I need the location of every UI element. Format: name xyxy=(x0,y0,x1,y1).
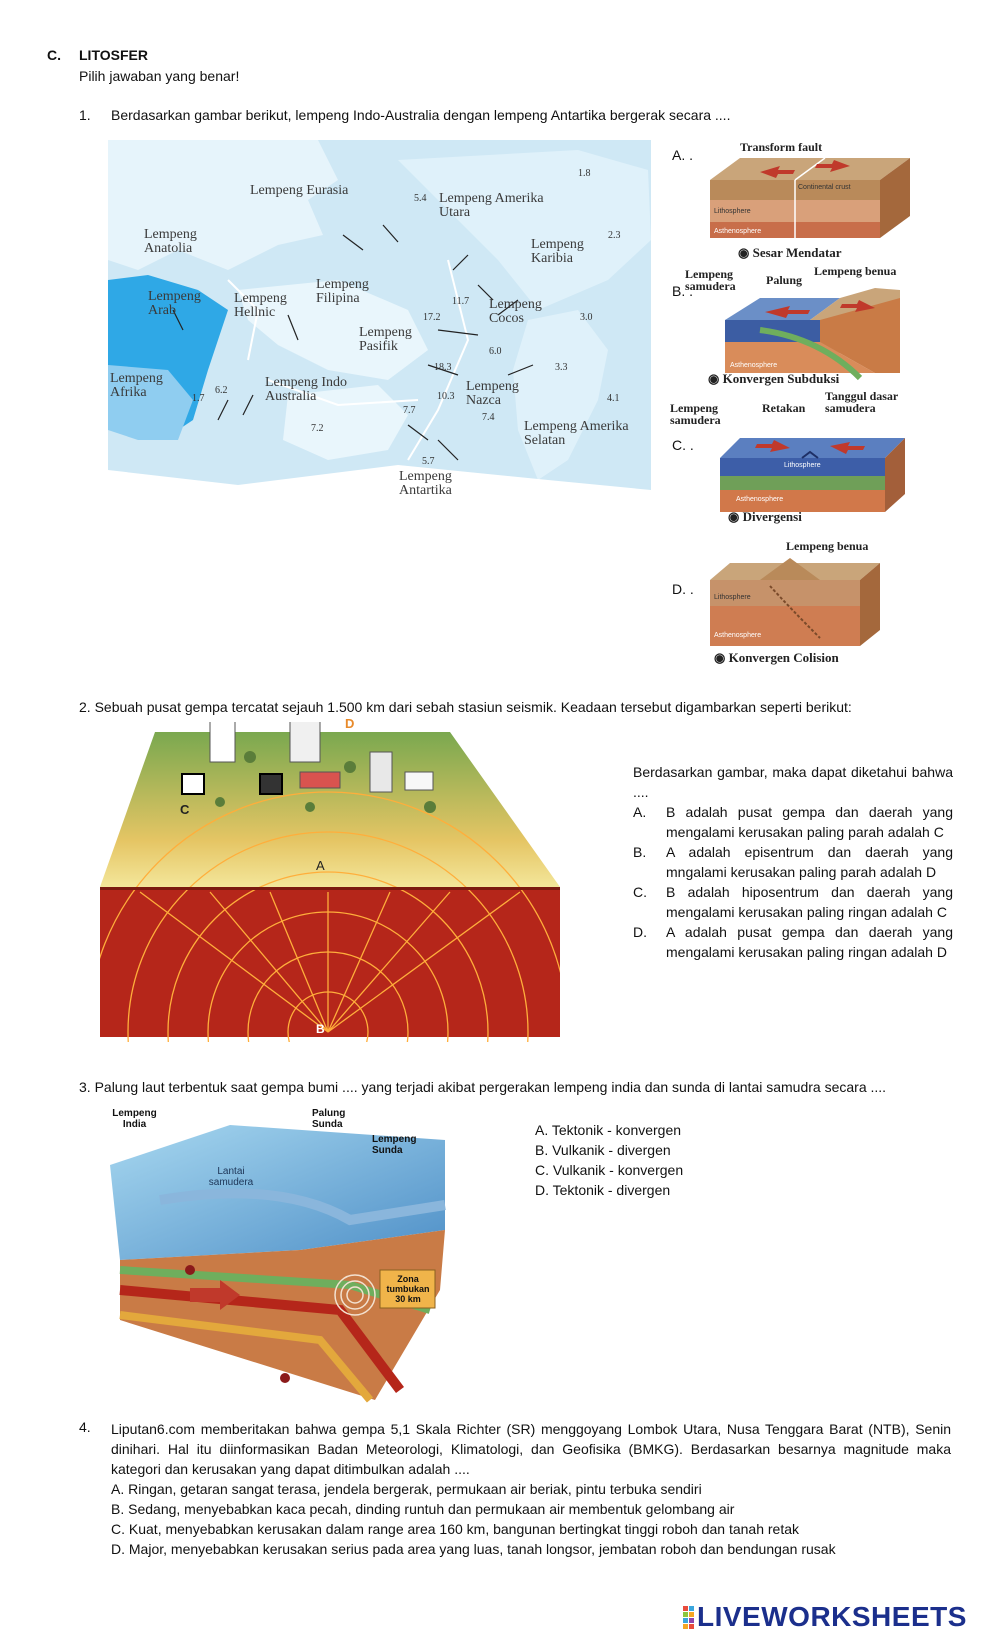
map-label-amerika-selatan: Lempeng Amerika Selatan xyxy=(524,419,629,448)
map-num: 7.4 xyxy=(482,412,495,423)
asthenosphere-label: Asthenosphere xyxy=(730,362,778,369)
map-label-nazca: Lempeng Nazca xyxy=(466,379,519,408)
lithosphere-label: Lithosphere xyxy=(714,208,751,215)
q1-option-c-label[interactable]: C. . xyxy=(672,437,694,453)
map-num: 4.1 xyxy=(607,393,620,404)
map-num: 1.8 xyxy=(578,168,591,179)
label-b: B xyxy=(316,1022,325,1036)
q1-text: Berdasarkan gambar berikut, lempeng Indo-Australia dengan lempeng Antartika bergerak secara .... xyxy=(111,107,731,123)
liveworksheets-logo-icon xyxy=(683,1606,695,1630)
map-label-eurasia: Lempeng Eurasia xyxy=(250,183,349,198)
label-lempeng-india: Lempeng India xyxy=(112,1108,157,1130)
trench-diagram xyxy=(100,1110,460,1405)
lempeng-samudera-label: Lempeng samudera xyxy=(685,267,736,293)
q2-options xyxy=(633,762,953,962)
q2-option-b[interactable]: B. A adalah episentrum dan daerah yang mngalami kerusakan paling parah adalah D xyxy=(633,844,953,880)
liveworksheets-logo: LIVEWORKSHEETS xyxy=(697,1601,967,1632)
map-label-filipina: Lempeng Filipina xyxy=(316,277,369,306)
q1-option-c-diagram xyxy=(670,389,950,530)
label-c: C xyxy=(180,802,190,817)
map-label-indo-australia: Lempeng Indo Australia xyxy=(265,375,348,404)
option-c-caption: ◉ Divergensi xyxy=(728,509,802,524)
q1-option-a-label[interactable]: A. . xyxy=(672,147,694,163)
q4-body xyxy=(111,1419,951,1559)
map-num: 10.3 xyxy=(437,391,455,402)
map-num: 7.7 xyxy=(403,405,416,416)
section-letter: C. xyxy=(47,47,61,63)
plate-map xyxy=(108,140,651,525)
tanggul-label: Tanggul dasar samudera xyxy=(825,389,899,415)
q3-options xyxy=(535,1120,683,1200)
label-zona-tumbukan: Zona tumbukan 30 km xyxy=(386,1274,430,1304)
option-b-caption: ◉ Konvergen Subduksi xyxy=(708,371,840,386)
label-palung-sunda: Palung Sunda xyxy=(312,1108,346,1130)
lithosphere-label: Lithosphere xyxy=(714,594,751,601)
q1-option-a-diagram xyxy=(700,140,920,265)
section-title: LITOSFER xyxy=(79,47,148,63)
map-label-karibia: Lempeng Karibia xyxy=(531,237,584,266)
map-label-amerika-utara: Lempeng Amerika Utara xyxy=(439,191,544,220)
map-num: 5.4 xyxy=(414,193,427,204)
q1-option-b-label[interactable]: B. . xyxy=(672,283,694,299)
map-num: 6.0 xyxy=(489,346,502,357)
q3-text: 3. Palung laut terbentuk saat gempa bumi .... yang terjadi akibat pergerakan lempeng india dan sunda di lantai samudra secara .... xyxy=(79,1079,887,1095)
label-lantai-samudera: Lantai samudera xyxy=(208,1166,254,1188)
map-num: 7.2 xyxy=(311,423,324,434)
map-label-cocos: Lempeng Cocos xyxy=(489,297,542,326)
lithosphere-label: Lithosphere xyxy=(784,462,821,469)
q1-option-b-diagram xyxy=(685,264,945,398)
map-num: 6.2 xyxy=(215,385,228,396)
label-lempeng-sunda: Lempeng Sunda xyxy=(372,1134,417,1156)
map-num: 11.7 xyxy=(452,296,470,307)
q1-option-d-label[interactable]: D. . xyxy=(672,581,694,597)
q4-number: 4. xyxy=(79,1419,91,1435)
palung-label: Palung xyxy=(766,273,803,287)
retakan-label: Retakan xyxy=(762,401,806,415)
map-num: 5.7 xyxy=(422,456,435,467)
map-label-anatolia: Lempeng Anatolia xyxy=(144,227,197,256)
q2-lead: Berdasarkan gambar, maka dapat diketahui bahwa .... xyxy=(633,764,953,800)
q2-option-c[interactable]: C. B adalah hiposentrum dan daerah yang mengalami kerusakan paling ringan adalah C xyxy=(633,884,953,920)
map-label-hellnic: Lempeng Hellnic xyxy=(234,291,287,320)
label-a: A xyxy=(316,858,325,873)
q4-option-a[interactable]: A. Ringan, getaran sangat terasa, jendela bergerak, permukaan air beriak, pintu terbuka sendiri xyxy=(111,1481,702,1497)
map-num: 3.3 xyxy=(555,362,568,373)
q3-option-b[interactable]: B. Vulkanik - divergen xyxy=(535,1142,671,1158)
map-num: 1.7 xyxy=(192,393,205,404)
lempeng-benua-label: Lempeng benua xyxy=(814,264,897,278)
transform-fault-label: Transform fault xyxy=(740,140,823,154)
map-num: 17.2 xyxy=(423,312,441,323)
q3-option-c[interactable]: C. Vulkanik - konvergen xyxy=(535,1162,684,1178)
asthenosphere-label: Asthenosphere xyxy=(714,228,762,235)
q4-option-b[interactable]: B. Sedang, menyebabkan kaca pecah, dinding runtuh dan permukaan air membentuk gelombang air xyxy=(111,1501,735,1517)
instruction: Pilih jawaban yang benar! xyxy=(79,68,240,84)
continental-crust-label: Continental crust xyxy=(798,184,851,191)
q2-option-a[interactable]: A. B adalah pusat gempa dan daerah yang mengalami kerusakan paling parah adalah C xyxy=(633,804,953,840)
q3-option-a[interactable]: A. Tektonik - konvergen xyxy=(535,1122,682,1138)
q2-text: 2. Sebuah pusat gempa tercatat sejauh 1.500 km dari sebah stasiun seismik. Keadaan tersebut digambarkan seperti berikut: xyxy=(79,699,852,715)
q4-option-d[interactable]: D. Major, menyebabkan kerusakan serius pada area yang luas, tanah longsor, jembatan roboh dan bendungan rusak xyxy=(111,1541,836,1557)
asthenosphere-label: Asthenosphere xyxy=(736,496,784,503)
map-num: 18.3 xyxy=(434,362,452,373)
map-label-pasifik: Lempeng Pasifik xyxy=(359,325,412,354)
earthquake-diagram xyxy=(100,716,560,1042)
asthenosphere-label: Asthenosphere xyxy=(714,632,762,639)
q1-number: 1. xyxy=(79,107,91,123)
q1-option-d-diagram xyxy=(700,538,900,668)
map-label-arab: Lempeng Arab xyxy=(148,289,201,318)
q2-option-d[interactable]: D. A adalah pusat gempa dan daerah yang mengalami kerusakan paling ringan adalah D xyxy=(633,924,953,960)
map-label-antartika: Lempeng Antartika xyxy=(399,469,452,498)
lempeng-benua-label: Lempeng benua xyxy=(786,539,869,553)
option-d-caption: ◉ Konvergen Colision xyxy=(714,650,839,665)
option-a-caption: ◉ Sesar Mendatar xyxy=(738,245,842,260)
map-num: 3.0 xyxy=(580,312,593,323)
q4-text: Liputan6.com memberitakan bahwa gempa 5,1 Skala Richter (SR) menggoyang Lombok Utara, Nusa Tenggara Barat (NTB), Senin dinihari. Hal itu diinformasikan Badan Meteorologi, Klimatologi, dan Geofisika (BMKG). Berdasarkan besarnya magnitude maka kategori dan kerusakan yang dapat ditimbulkan adalah .... xyxy=(111,1421,951,1477)
q4-option-c[interactable]: C. Kuat, menyebabkan kerusakan dalam range area 160 km, bangunan bertingkat tinggi roboh dan tanah retak xyxy=(111,1521,800,1537)
map-num: 2.3 xyxy=(608,230,621,241)
label-d: D xyxy=(345,716,355,731)
map-label-afrika: Lempeng Afrika xyxy=(110,371,163,400)
lempeng-samudera-label: Lempeng samudera xyxy=(670,401,721,427)
q3-option-d[interactable]: D. Tektonik - divergen xyxy=(535,1182,671,1198)
